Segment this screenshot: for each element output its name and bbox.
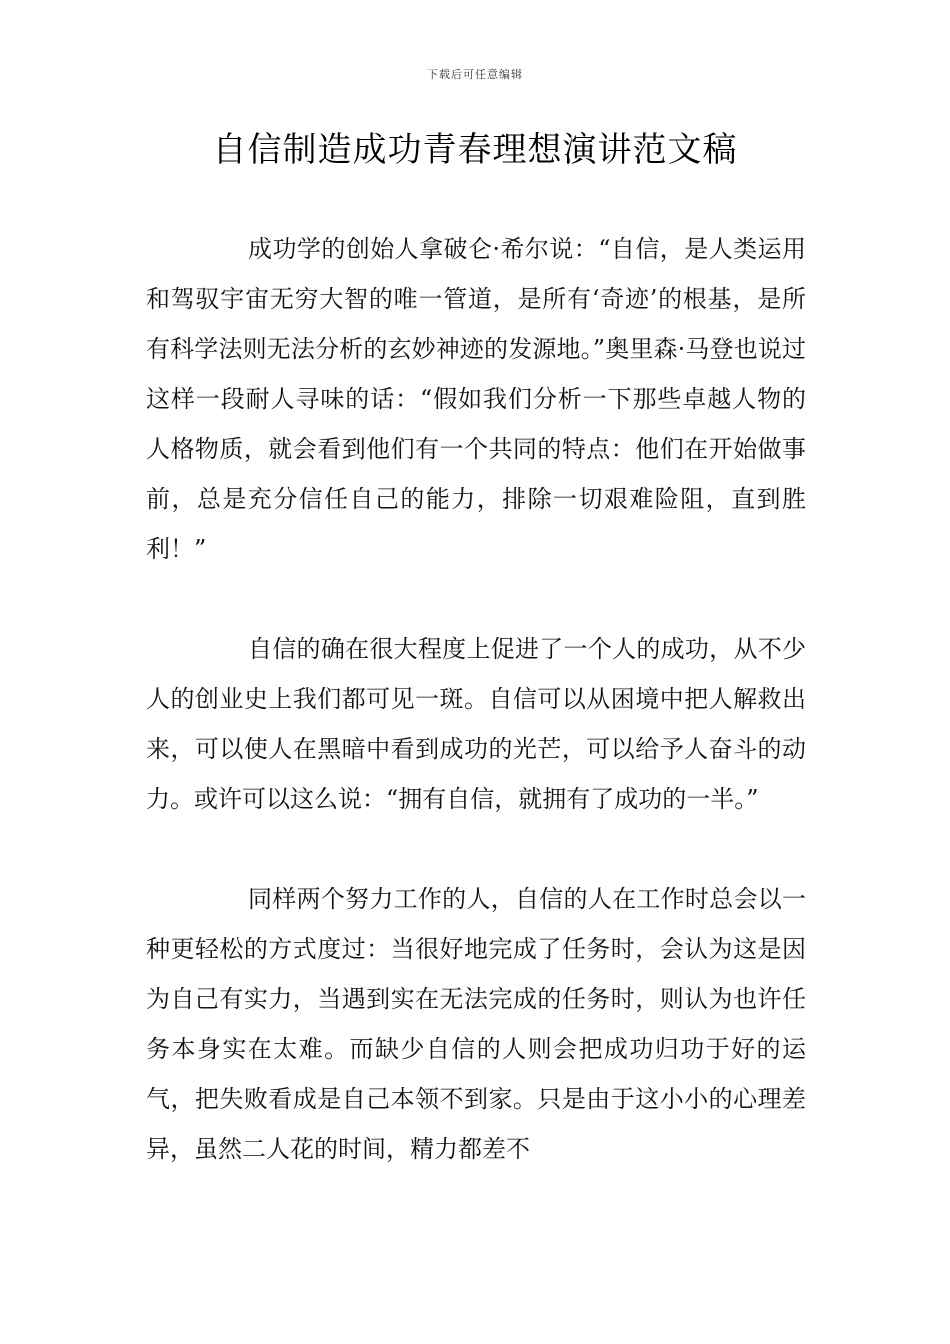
document-body bbox=[146, 224, 806, 1224]
paragraph-3: 同样两个努力工作的人，自信的人在工作时总会以一种更轻松的方式度过：当很好地完成了任务时，会认为这是因为自己有实力，当遇到实在无法完成的任务时，则认为也许任务本身实在太难。而缺少自信的人则会把成功归功于好的运气，把失败看成是自己本领不到家。只是由于这小小的心理差异，虽然二人花的时间，精力都差不 bbox=[146, 885, 806, 1163]
document-title: 自信制造成功青春理想演讲范文稿 bbox=[212, 130, 738, 170]
paragraph-2: 自信的确在很大程度上促进了一个人的成功，从不少人的创业史上我们都可见一斑。自信可以从困境中把人解救出来，可以使人在黑暗中看到成功的光芒，可以给予人奋斗的动力。或许可以这么说：“拥有自信，就拥有了成功的一半。” bbox=[146, 635, 806, 813]
header-note: 下载后可任意编辑 bbox=[427, 68, 523, 81]
paragraph-1: 成功学的创始人拿破仑·希尔说：“自信，是人类运用和驾驭宇宙无穷大智的唯一管道，是所有‘奇迹’的根基，是所有科学法则无法分析的玄妙神迹的发源地。”奥里森·马登也说过这样一段耐人寻味的话：“假如我们分析一下那些卓越人物的人格物质，就会看到他们有一个共同的特点：他们在开始做事前，总是充分信任自己的能力，排除一切艰难险阻，直到胜利！” bbox=[146, 235, 806, 563]
